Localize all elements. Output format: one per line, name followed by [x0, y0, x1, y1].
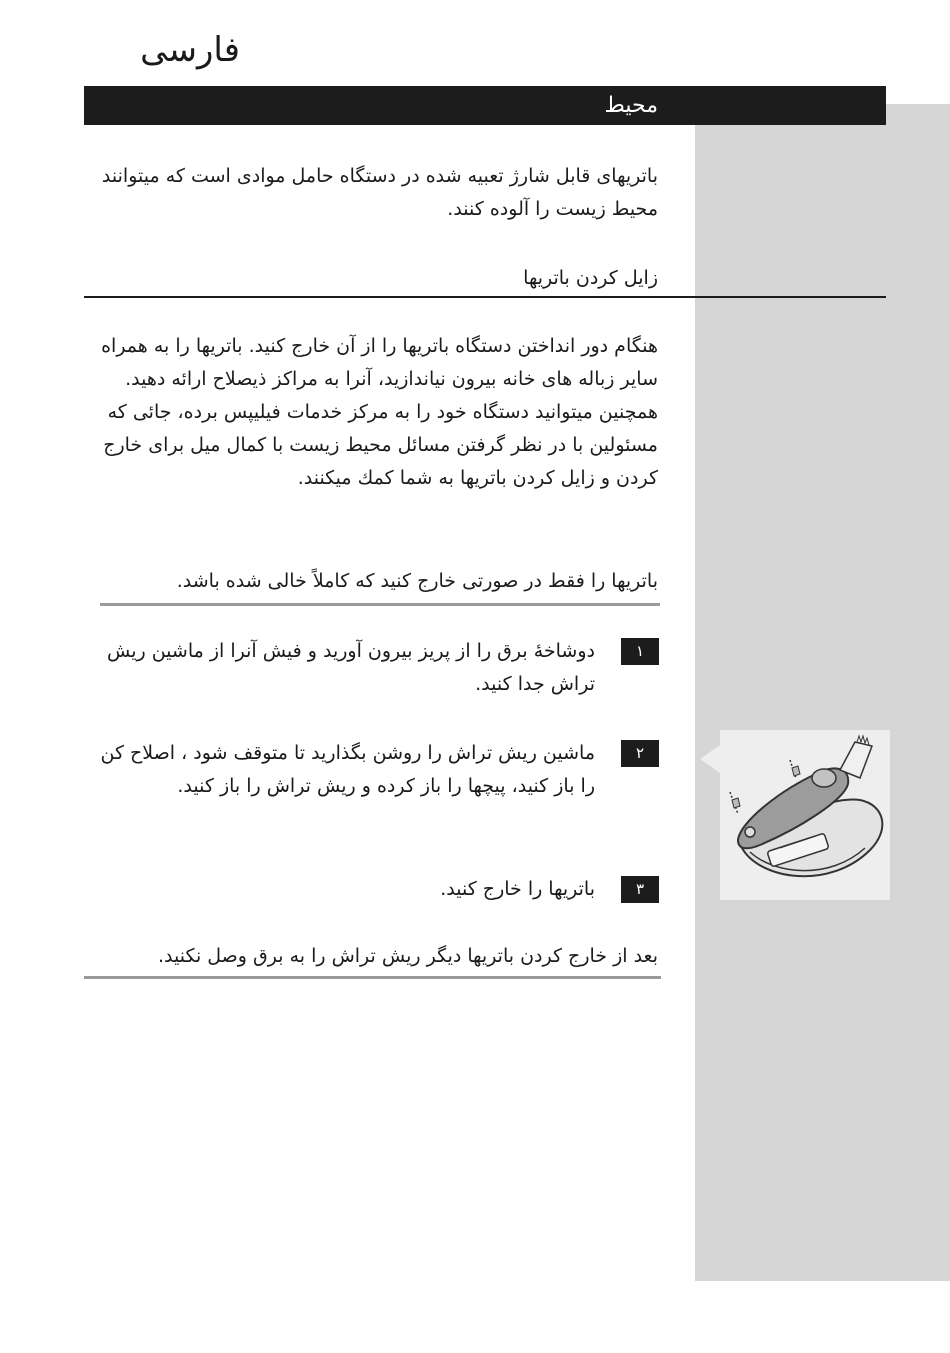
disposal-paragraph: هنگام دور انداختن دستگاه باتریها را از آن خارج کنید. باتریها را به همراه سایر زباله های خانه بیرون نیاندازید، آنرا به مراکز ذیصلاح ارائه دهید. همچنین میتوانید دستگاه خود را به مرکز خدمات فیلیپس برده، جائی که مسئولین با در نظر گرفتن مسائل محیط زیست با کمال میل برای خارج کردن و زایل کردن باتریها به شما کمك میکنند. [101, 335, 658, 489]
shaver-open-icon [720, 730, 890, 900]
subheading-rule [84, 296, 886, 298]
illustration-pointer [700, 745, 720, 773]
step-number: ۱ [621, 638, 659, 665]
section-header-bar [84, 86, 886, 125]
subheading: زایل کردن باتریها [523, 267, 658, 289]
final-warning: بعد از خارج کردن باتریها دیگر ریش تراش را به برق وصل نکنید. [157, 945, 658, 967]
language-title: فارسی [140, 30, 240, 70]
warning-note: باتریها را فقط در صورتی خارج کنید که کاملاً خالی شده باشد. [176, 570, 658, 592]
step-number: ۳ [621, 876, 659, 903]
section-title: محیط [604, 93, 658, 118]
step-text: باتریها را خارج کنید. [440, 878, 595, 900]
side-panel [695, 104, 950, 1281]
warning-rule [100, 603, 660, 606]
step-text: دوشاخۀ برق را از پریز بیرون آورید و فیش آنرا از ماشین ریش تراش جدا کنید. [106, 640, 595, 695]
step-number: ۲ [621, 740, 659, 767]
shaver-illustration [720, 730, 890, 900]
final-rule [84, 976, 661, 979]
intro-paragraph: باتریهای قابل شارژ تعبیه شده در دستگاه حامل موادی است که میتوانند محیط زیست را آلوده کنند. [101, 165, 658, 220]
step-text: ماشین ریش تراش را روشن بگذارید تا متوقف شود ، اصلاح کن را باز کنید، پیچها را باز کرده و ریش تراش را باز کنید. [100, 742, 595, 797]
